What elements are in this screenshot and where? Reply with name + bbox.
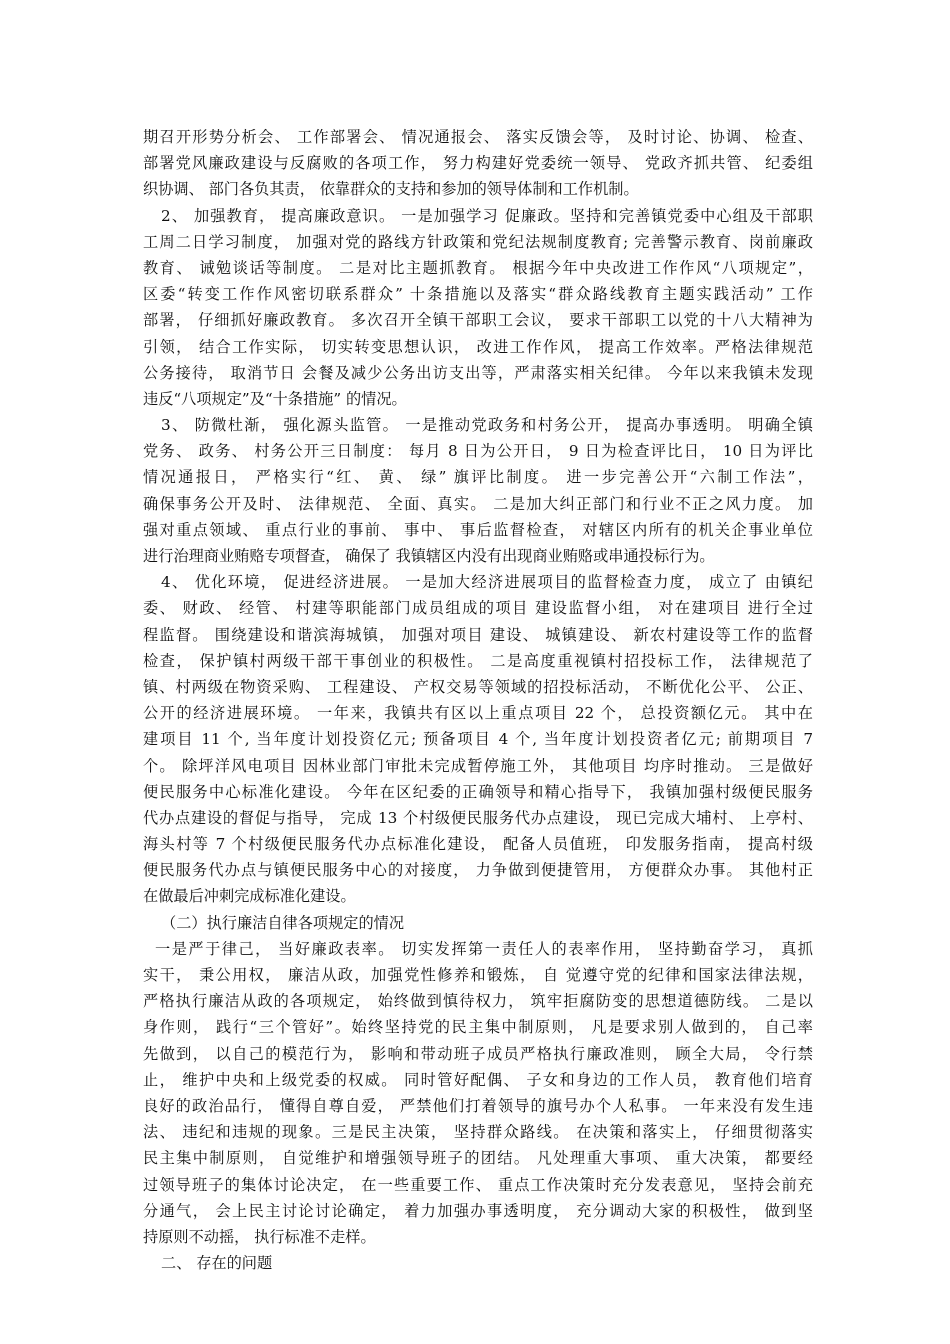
paragraph-4-environment-line: 海头村等 7 个村级便民服务代办点标准化建设， 配备人员值班， 印发服务指南， 提高村级: [143, 835, 813, 854]
paragraph-4-environment-line: 建项目 11 个, 当年度计划投资亿元; 预备项目 4 个, 当年度计划投资者亿元; 前期项目 7: [143, 730, 813, 749]
paragraph-self-discipline-line: 实干， 秉公用权， 廉洁从政，加强党性修养和锻炼， 自 觉遵守党的纪律和国家法律法规，: [143, 966, 813, 984]
paragraph-self-discipline-line: 良好的政治品行， 懂得自尊自爱， 严禁他们打着领导的旗号办个人私事。 一年来没有发生违: [143, 1096, 813, 1115]
paragraph-4-environment-line: 公开的经济进展环境。 一年来，我镇共有区以上重点项目 22 个， 总投资额亿元。 其中在: [143, 704, 813, 723]
paragraph-self-discipline-line: 严格执行廉洁从政的各项规定， 始终做到慎待权力， 筑牢拒腐防变的思想道德防线。 二是以: [143, 992, 813, 1011]
paragraph-self-discipline-line: 过领导班子的集体讨论决定， 在一些重要工作、 重点工作决策时充分发表意见， 坚持会前充: [143, 1175, 813, 1194]
paragraph-4-environment-line: 4、 优化环境， 促进经济进展。 一是加大经济进展项目的监督检查力度， 成立了 由镇纪: [161, 573, 813, 592]
document-body: [143, 124, 813, 1276]
paragraph-self-discipline-line: 持原则不动摇， 执行标准不走样。: [143, 1227, 376, 1246]
paragraph-3-supervision-line: 3、 防微杜渐， 强化源头监管。 一是推动党政务和村务公开， 提高办事透明。 明确全镇: [161, 416, 813, 435]
paragraph-self-discipline-line: 法、 违纪和违规的现象。三是民主决策， 坚持群众路线。 在决策和落实上， 仔细贯彻落实: [143, 1123, 813, 1142]
paragraph-4-environment-line: 便民服务中心标准化建设。 今年在区纪委的正确领导和精心指导下， 我镇加强村级便民服务: [143, 782, 813, 801]
paragraph-self-discipline-line: 止， 维护中央和上级党委的权威。 同时管好配偶、 子女和身边的工作人员， 教育他们培育: [143, 1070, 813, 1089]
paragraph-self-discipline-line: 身作则， 践行“三个管好”。始终坚持党的民主集中制原则， 凡是要求别人做到的， 自己率: [143, 1018, 813, 1037]
paragraph-2-education-line: 违反“八项规定”及“十条措施” 的情况。: [143, 389, 407, 408]
paragraph-2-education-line: 部署， 仔细抓好廉政教育。 多次召开全镇干部职工会议， 要求干部职工以党的十八大精神为: [143, 311, 813, 330]
paragraph-2-education-line: 引领， 结合工作实际， 切实转变思想认识， 改进工作作风， 提高工作效率。严格法律规范: [143, 337, 813, 356]
paragraph-self-discipline-line: 先做到， 以自己的模范行为， 影响和带动班子成员严格执行廉政准则， 顾全大局， 令行禁: [143, 1044, 813, 1063]
paragraph-2-education-line: 2、 加强教育， 提高廉政意识。 一是加强学习 促廉政。坚持和完善镇党委中心组及干部职: [161, 206, 813, 225]
paragraph-4-environment-line: 便民服务代办点与镇便民服务中心的对接度， 力争做到便捷管用， 方便群众办事。 其他村正: [143, 861, 813, 880]
paragraph-2-education-line: 教育、 诫勉谈话等制度。 二是对比主题抓教育。 根据今年中央改进工作作风“八项规定”，: [143, 258, 813, 277]
paragraph-4-environment-line: 个。 除坪洋风电项目 因林业部门审批未完成暂停施工外， 其他项目 均序时推动。 三是做好: [143, 756, 813, 775]
paragraph-2-education-line: 工周二日学习制度， 加强对党的路线方针政策和党纪法规制度教育; 完善警示教育、岗前廉政: [143, 232, 813, 251]
paragraph-3-supervision-line: 确保事务公开及时、 法律规范、 全面、真实。 二是加大纠正部门和行业不正之风力度。 加: [143, 494, 813, 513]
paragraph-3-supervision-line: 进行治理商业贿赂专项督查， 确保了 我镇辖区内没有出现商业贿赂或串通投标行为。: [143, 547, 715, 565]
paragraph-continued-line: 织协调、 部门各负其责， 依靠群众的支持和参加的领导体制和工作机制。: [143, 180, 639, 199]
paragraph-4-environment-line: 代办点建设的督促与指导， 完成 13 个村级便民服务代办点建设， 现已完成大埔村、 上亭村、: [143, 808, 813, 827]
paragraph-continued-line: 期召开形势分析会、 工作部署会、 情况通报会、 落实反馈会等， 及时讨论、协调、 检查、: [143, 128, 813, 146]
paragraph-3-supervision-line: 情况通报日， 严格实行“红、 黄、 绿” 旗评比制度。 进一步完善公开“六制工作法”，: [143, 468, 813, 487]
section-heading-problems-line: 二、 存在的问题: [161, 1254, 273, 1273]
paragraph-self-discipline-line: 一是严于律己， 当好廉政表率。 切实发挥第一责任人的表率作用， 坚持勤奋学习， 真抓: [155, 939, 813, 958]
paragraph-self-discipline-line: 分通气， 会上民主讨论讨论确定， 着力加强办事透明度， 充分调动大家的积极性， 做到坚: [143, 1201, 813, 1220]
paragraph-2-education-line: 公务接待， 取消节日 会餐及减少公务出访支出等，严肃落实相关纪律。 今年以来我镇未发现: [143, 363, 813, 382]
paragraph-4-environment-line: 程监督。 围绕建设和谐滨海城镇， 加强对项目 建设、 城镇建设、 新农村建设等工作的监督: [143, 625, 813, 644]
paragraph-4-environment-line: 在做最后冲刺完成标准化建设。: [143, 887, 356, 906]
paragraph-4-environment-line: 委、 财政、 经管、 村建等职能部门成员组成的项目 建设监督小组， 对在建项目 进行全过: [143, 599, 813, 618]
paragraph-continued-line: 部署党风廉政建设与反腐败的各项工作， 努力构建好党委统一领导、 党政齐抓共管、 纪委组: [143, 154, 813, 173]
paragraph-4-environment-line: 镇、村两级在物资采购、 工程建设、 产权交易等领域的招投标活动， 不断优化公平、 公正、: [143, 677, 813, 696]
paragraph-2-education-line: 区委“转变工作作风密切联系群众” 十条措施以及落实“群众路线教育主题实践活动” 工作: [143, 285, 813, 304]
paragraph-4-environment-line: 检查， 保护镇村两级干部干事创业的积极性。 二是高度重视镇村招投标工作， 法律规范了: [143, 651, 813, 670]
section-heading-self-discipline-line: （二）执行廉洁自律各项规定的情况: [161, 913, 404, 932]
paragraph-self-discipline-line: 民主集中制原则， 自觉维护和增强领导班子的团结。 凡处理重大事项、 重大决策， 都要经: [143, 1149, 813, 1168]
paragraph-3-supervision-line: 党务、 政务、 村务公开三日制度： 每月 8 日为公开日， 9 日为检查评比日， 10 日为评比: [143, 442, 813, 461]
paragraph-3-supervision-line: 强对重点领域、 重点行业的事前、 事中、 事后监督检查， 对辖区内所有的机关企事业单位: [143, 520, 813, 539]
